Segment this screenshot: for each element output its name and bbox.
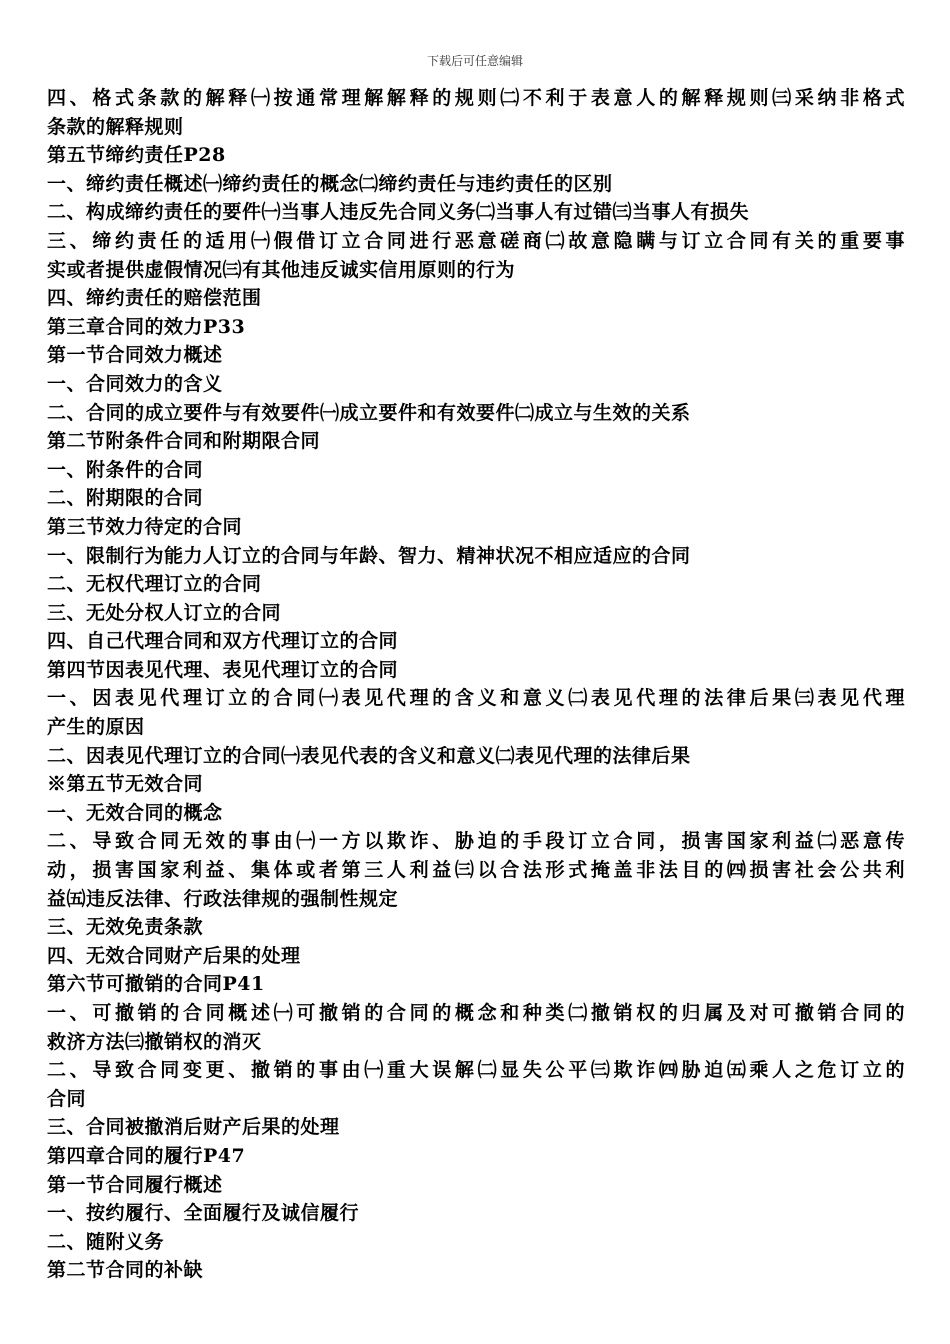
document-line: 第三节效力待定的合同 bbox=[47, 515, 243, 538]
document-line: 产生的原因 bbox=[47, 716, 145, 739]
document-line: 一、因表见代理订立的合同㈠表见代理的含义和意义㈡表见代理的法律后果㈢表见代理 bbox=[47, 687, 905, 710]
document-line: 第六节可撤销的合同P41 bbox=[47, 973, 265, 996]
document-line: 动，损害国家利益、集体或者第三人利益㈢以合法形式掩盖非法目的㈣损害社会公共利 bbox=[47, 859, 905, 882]
document-line: 第二节合同的补缺 bbox=[47, 1259, 204, 1282]
document-line: 二、因表见代理订立的合同㈠表见代表的含义和意义㈡表见代理的法律后果 bbox=[47, 744, 691, 767]
document-line: 一、合同效力的含义 bbox=[47, 372, 223, 395]
document-line: 二、构成缔约责任的要件㈠当事人违反先合同义务㈡当事人有过错㈢当事人有损失 bbox=[47, 201, 750, 224]
document-line: ※第五节无效合同 bbox=[47, 773, 204, 796]
document-line: 二、导致合同无效的事由㈠一方以欺诈、胁迫的手段订立合同，损害国家利益㈡恶意传 bbox=[47, 830, 905, 853]
document-line: 第二节附条件合同和附期限合同 bbox=[47, 430, 321, 453]
document-line: 第一节合同效力概述 bbox=[47, 344, 223, 367]
document-line: 第四节因表见代理、表见代理订立的合同 bbox=[47, 658, 399, 681]
document-line: 四、无效合同财产后果的处理 bbox=[47, 944, 301, 967]
document-line: 第三章合同的效力P33 bbox=[47, 315, 246, 338]
document-line: 二、无权代理订立的合同 bbox=[47, 573, 262, 596]
document-line: 条款的解释规则 bbox=[47, 115, 184, 138]
document-line: 三、合同被撤消后财产后果的处理 bbox=[47, 1116, 340, 1139]
document-line: 四、自己代理合同和双方代理订立的合同 bbox=[47, 630, 399, 653]
page-header: 下载后可任意编辑 bbox=[426, 54, 523, 68]
document-line: 第一节合同履行概述 bbox=[47, 1173, 223, 1196]
document-line: 一、按约履行、全面履行及诚信履行 bbox=[47, 1202, 360, 1225]
document-line: 第四章合同的履行P47 bbox=[47, 1144, 246, 1167]
document-line: 三、无处分权人订立的合同 bbox=[47, 601, 282, 624]
document-line: 一、缔约责任概述㈠缔约责任的概念㈡缔约责任与违约责任的区别 bbox=[47, 172, 613, 195]
document-line: 一、附条件的合同 bbox=[47, 458, 204, 481]
document-line: 四、缔约责任的赔偿范围 bbox=[47, 287, 262, 310]
document-line: 三、无效免责条款 bbox=[47, 916, 204, 939]
document-body bbox=[47, 84, 905, 1285]
document-line: 一、无效合同的概念 bbox=[47, 801, 223, 824]
document-line: 一、可撤销的合同概述㈠可撤销的合同的概念和种类㈡撤销权的归属及对可撤销合同的 bbox=[47, 1002, 905, 1024]
document-line: 救济方法㈢撤销权的消灭 bbox=[47, 1030, 262, 1053]
document-line: 一、限制行为能力人订立的合同与年龄、智力、精神状况不相应适应的合同 bbox=[47, 544, 691, 567]
document-line: 二、附期限的合同 bbox=[47, 487, 204, 510]
document-line: 第五节缔约责任P28 bbox=[47, 144, 226, 167]
document-line: 实或者提供虚假情况㈢有其他违反诚实信用原则的行为 bbox=[47, 258, 516, 281]
document-line: 二、随附义务 bbox=[47, 1230, 165, 1253]
document-line: 二、合同的成立要件与有效要件㈠成立要件和有效要件㈡成立与生效的关系 bbox=[47, 401, 691, 424]
document-line: 合同 bbox=[47, 1087, 87, 1110]
document-line: 二、导致合同变更、撤销的事由㈠重大误解㈡显失公平㈢欺诈㈣胁迫㈤乘人之危订立的 bbox=[47, 1059, 905, 1082]
document-line: 益㈤违反法律、行政法律规的强制性规定 bbox=[47, 887, 399, 910]
document-line: 三、缔约责任的适用㈠假借订立合同进行恶意磋商㈡故意隐瞒与订立合同有关的重要事 bbox=[47, 229, 905, 252]
document-line: 四、格式条款的解释㈠按通常理解解释的规则㈡不利于表意人的解释规则㈢采纳非格式 bbox=[47, 87, 905, 109]
